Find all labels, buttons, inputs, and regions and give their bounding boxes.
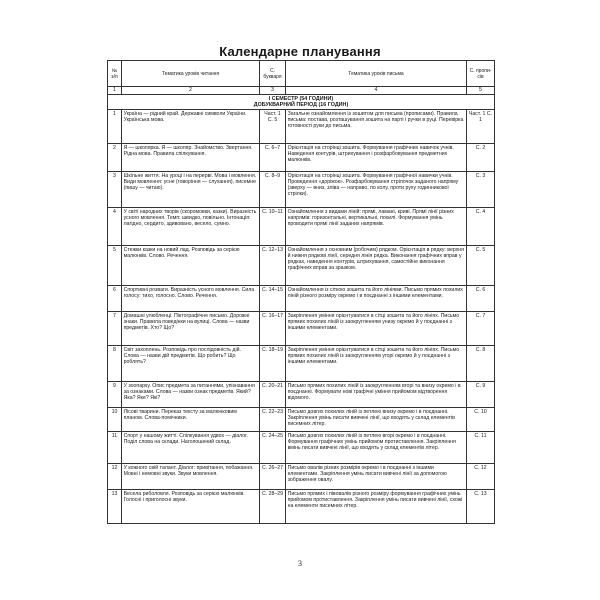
semester-title: І СЕМЕСТР (54 ГОДИНИ) bbox=[268, 95, 334, 102]
lesson-row bbox=[108, 382, 495, 408]
lesson-row bbox=[108, 346, 495, 382]
reading-topic: Шкільне життя. На уроці і на перерві. Мова і мовлення. Види мовлення: усне (говоріння — слухання), писемне (пишу — читаю). bbox=[122, 172, 260, 208]
lesson-number: 8 bbox=[108, 346, 122, 382]
writing-topic: Закріплення уміння орієнтуватися в сітці зошита та його лініях. Письмо прямих похилих ліній із заокругленням угорі окремо й у поєднанні з іншими елементами. bbox=[286, 346, 467, 382]
lesson-row bbox=[108, 110, 495, 144]
lesson-row bbox=[108, 408, 495, 432]
writing-topic: Орієнтація на сторінці зошита. Формування графічної навички учнів. Проведення «доріжок». Розфарбовування стрілочок заданого напряму (зверху — вниз, зліва — направо, по колу, проти руху годинникової стрілки). bbox=[286, 172, 467, 208]
page-number: 3 bbox=[298, 559, 302, 568]
copybook-page: С. 12 bbox=[467, 464, 495, 490]
lesson-row bbox=[108, 490, 495, 524]
writing-topic: Орієнтація на сторінці зошита. Формування графічних навичок учнів. Наведення контурів, штрихування і розфарбовування предметних малюнків. bbox=[286, 144, 467, 172]
lesson-number: 13 bbox=[108, 490, 122, 524]
lesson-row bbox=[108, 246, 495, 286]
header-copybook-page: С. пропи-сів bbox=[467, 61, 495, 87]
header-row bbox=[108, 61, 495, 87]
header-num: № з/п bbox=[108, 61, 122, 87]
calendar-plan-table bbox=[107, 60, 495, 524]
reading-topic: Україна — рідний край. Державні символи України. Українська мова. bbox=[122, 110, 260, 144]
lesson-number: 3 bbox=[108, 172, 122, 208]
lesson-row bbox=[108, 144, 495, 172]
lesson-row bbox=[108, 432, 495, 464]
column-number-row bbox=[108, 87, 495, 95]
writing-topic: Закріплення уміння орієнтуватися в сітці зошита та його лініях. Письмо прямих похилих ліній із заокругленням унизу окремо й у поєднанні з іншими елементами. bbox=[286, 312, 467, 346]
reading-topic: Спортивні розваги. Виразність усного мовлення. Сила голосу: тихо, голосно. Слово. Речення. bbox=[122, 286, 260, 312]
writing-topic: Ознайомлення із сіткою зошита та його лініями. Письмо прямих похилих ліній різного розміру окремо і в поєднанні з іншими елементами. bbox=[286, 286, 467, 312]
writing-topic: Письмо довгих похилих ліній із петлею внизу окремо і в поєднанні. Закріплення умінь писати вивчені лінії, що входять у склад елементів писемних літер. bbox=[286, 408, 467, 432]
lesson-number: 6 bbox=[108, 286, 122, 312]
column-number: 2 bbox=[122, 87, 260, 95]
primer-page: С. 26–27 bbox=[260, 464, 286, 490]
primer-page: С. 22–23 bbox=[260, 408, 286, 432]
primer-page: С. 8–9 bbox=[260, 172, 286, 208]
lesson-row bbox=[108, 464, 495, 490]
writing-topic: Письмо овалів різних розмірів окремо і в поєднанні з іншими елементами. Закріплення умінь писати вивчені лінії за допомогою зображення овалу. bbox=[286, 464, 467, 490]
column-number: 4 bbox=[286, 87, 467, 95]
reading-topic: Світ захоплень. Розповідь про послідовність дій. Слова — назви дій предметів. Що робить? Що роблять? bbox=[122, 346, 260, 382]
header-reading-topic: Тематика уроків читання bbox=[122, 61, 260, 87]
primer-page: С. 6–7 bbox=[260, 144, 286, 172]
writing-topic: Ознайомлення з видами ліній: прямі, ламані, криві. Прямі лінії різних напрямів: горизонтальні, вертикальні, похилі. Формування умінь проводити прямі лінії заданих напрямів. bbox=[286, 208, 467, 246]
copybook-page: С. 6 bbox=[467, 286, 495, 312]
reading-topic: Я — школярка. Я — школяр. Знайомство. Звертання. Рідна мова. Правила спілкування. bbox=[122, 144, 260, 172]
primer-page: С. 24–25 bbox=[260, 432, 286, 464]
primer-page: С. 10–11 bbox=[260, 208, 286, 246]
copybook-page: С. 11 bbox=[467, 432, 495, 464]
reading-topic: У кожного свій талант. Діалог: привітання, побажання. Мовні і немовні звуки. Звуки мовлення. bbox=[122, 464, 260, 490]
column-number: 5 bbox=[467, 87, 495, 95]
primer-page: Част. 1 С. 5 bbox=[260, 110, 286, 144]
primer-page: С. 16–17 bbox=[260, 312, 286, 346]
header-primer-page: С. букваря bbox=[260, 61, 286, 87]
lesson-number: 12 bbox=[108, 464, 122, 490]
primer-page: С. 18–19 bbox=[260, 346, 286, 382]
lesson-row bbox=[108, 286, 495, 312]
reading-topic: У світі народних творів (скоромовки, казки). Виразність усного мовлення. Темп: швидко, повільно. Інтонація: лагідно, сердито, здивовано, весело, сумно. bbox=[122, 208, 260, 246]
reading-topic: Домашні улюбленці. Піктографічне письмо. Дорожні знаки. Правила поведінки на вулиці. Слова — назви предметів. Хто? Що? bbox=[122, 312, 260, 346]
copybook-page: С. 7 bbox=[467, 312, 495, 346]
copybook-page: С. 9 bbox=[467, 382, 495, 408]
reading-topic: У зоопарку. Опис предмета за питаннями, упізнавання за ознаками. Слова — назви ознак предметів. Який? Яка? Яке? Які? bbox=[122, 382, 260, 408]
lesson-number: 1 bbox=[108, 110, 122, 144]
semester-row bbox=[108, 95, 495, 110]
lesson-number: 11 bbox=[108, 432, 122, 464]
reading-topic: Стежки казки на новий лад. Розповідь за серією малюнків. Слово. Речення. bbox=[122, 246, 260, 286]
writing-topic: Загальне ознайомлення із зошитом для письма (прописами). Правила письма: постава, розташування зошита на парті і ручки в руці. Перевірка готовності руки до письма. bbox=[286, 110, 467, 144]
copybook-page: С. 13 bbox=[467, 490, 495, 524]
lesson-row bbox=[108, 172, 495, 208]
copybook-page: С. 8 bbox=[467, 346, 495, 382]
copybook-page: Част. 1 С. 1 bbox=[467, 110, 495, 144]
writing-topic: Ознайомлення з основним (робочим) рядком. Орієнтація в рядку: верхня й нижня рядкові лінії, середня лінія рядка. Виконання графічних вправ у рядках, наведення контурів, штрихування, самостійне виконання графічних вправ за зразком. bbox=[286, 246, 467, 286]
copybook-page: С. 3 bbox=[467, 172, 495, 208]
writing-topic: Письмо довгих похилих ліній із петлею вгорі окремо і в поєднанні. Формування графічних умінь прийомом протиставлення. Закріплення вмінь писати вивчені лінії, що входять у склад елементів літер. bbox=[286, 432, 467, 464]
lesson-number: 9 bbox=[108, 382, 122, 408]
primer-page: С. 28–29 bbox=[260, 490, 286, 524]
lesson-number: 7 bbox=[108, 312, 122, 346]
reading-topic: Лісові тварини. Переказ тексту за малюнковим планом. Слова-помічники. bbox=[122, 408, 260, 432]
writing-topic: Письмо прямих похилих ліній із заокругленням вгорі та внизу окремо і в поєднанні. Формувати нові графічні уміння прийомом відтворення відомого. bbox=[286, 382, 467, 408]
copybook-page: С. 10 bbox=[467, 408, 495, 432]
reading-topic: Весела риболовля. Розповідь за серією малюнків. Голосні і приголосні звуки. bbox=[122, 490, 260, 524]
copybook-page: С. 5 bbox=[467, 246, 495, 286]
reading-topic: Спорт у нашому житті. Спілкування удвох — діалог. Поділ слова на склади. Наголошений склад. bbox=[122, 432, 260, 464]
copybook-page: С. 4 bbox=[467, 208, 495, 246]
lesson-number: 4 bbox=[108, 208, 122, 246]
page-title: Календарне планування bbox=[219, 44, 381, 59]
lesson-row bbox=[108, 312, 495, 346]
lesson-number: 10 bbox=[108, 408, 122, 432]
lesson-row bbox=[108, 208, 495, 246]
column-number: 1 bbox=[108, 87, 122, 95]
period-title: ДОБУКВАРНИЙ ПЕРІОД (16 ГОДИН) bbox=[253, 102, 349, 108]
header-writing-topic: Тематика уроків письма bbox=[286, 61, 467, 87]
primer-page: С. 20–21 bbox=[260, 382, 286, 408]
semester-heading bbox=[108, 95, 495, 110]
copybook-page: С. 2 bbox=[467, 144, 495, 172]
writing-topic: Письмо прямих і півовалів різного розміру формування графічних умінь прийомом протиставлення. Закріплення умінь писати вивчені лінії, схожі на елементи писемних літер. bbox=[286, 490, 467, 524]
lesson-number: 2 bbox=[108, 144, 122, 172]
primer-page: С. 14–15 bbox=[260, 286, 286, 312]
column-number: 3 bbox=[260, 87, 286, 95]
lesson-number: 5 bbox=[108, 246, 122, 286]
primer-page: С. 12–13 bbox=[260, 246, 286, 286]
